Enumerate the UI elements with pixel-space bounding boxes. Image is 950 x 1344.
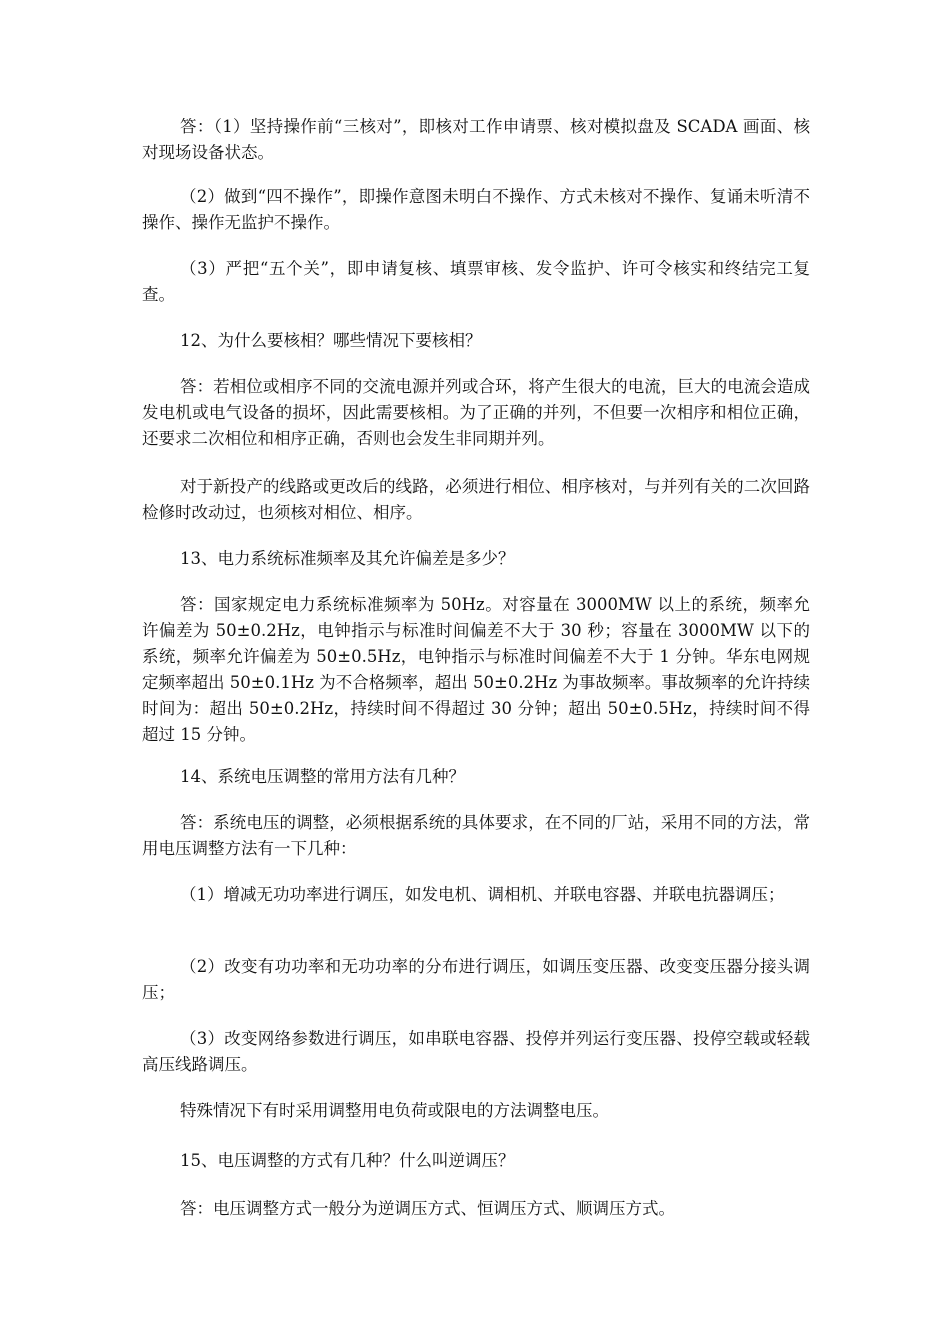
list-item: （3）改变网络参数进行调压，如串联电容器、投停并列运行变压器、投停空载或轻载高压线路调压。 [142,1029,810,1074]
answer-paragraph: 答：（1）坚持操作前“三核对”，即核对工作申请票、核对模拟盘及 SCADA 画面、核对现场设备状态。 [142,117,810,162]
answer-paragraph: 答：国家规定电力系统标准频率为 50Hz。对容量在 3000MW 以上的系统，频率允许偏差为 50±0.2Hz，电钟指示与标准时间偏差不大于 30 秒；容量在 3000MW 以下的系统，频率允许偏差为 50±0.5Hz，电钟指示与标准时间偏差不大于 1 分钟。华东电网规定频率超出 50±0.1Hz 为不合格频率，超出 50±0.2Hz 为事故频率。事故频率的允许持续时间为：超出 50±0.2Hz，持续时间不得超过 30 分钟；超出 50±0.5Hz，持续时间不得超过 15 分钟。 [142,595,810,744]
answer-paragraph: （2）做到“四不操作”，即操作意图未明白不操作、方式未核对不操作、复诵未听清不操作、操作无监护不操作。 [142,187,810,232]
list-item: （2）改变有功功率和无功功率的分布进行调压，如调压变压器、改变变压器分接头调压； [142,957,810,1002]
answer-paragraph: （3）严把“五个关”，即申请复核、填票审核、发令监护、许可令核实和终结完工复查。 [142,259,810,304]
question-heading: 15、电压调整的方式有几种？什么叫逆调压？ [180,1151,515,1170]
answer-paragraph: 答：电压调整方式一般分为逆调压方式、恒调压方式、顺调压方式。 [180,1199,675,1218]
answer-paragraph: 答：若相位或相序不同的交流电源并列或合环，将产生很大的电流，巨大的电流会造成发电机或电气设备的损坏，因此需要核相。为了正确的并列，不但要一次相序和相位正确，还要求二次相位和相序正确，否则也会发生非同期并列。 [142,377,810,448]
question-heading: 14、系统电压调整的常用方法有几种？ [180,767,465,786]
answer-paragraph: 答：系统电压的调整，必须根据系统的具体要求，在不同的厂站，采用不同的方法，常用电压调整方法有一下几种： [142,813,810,858]
question-heading: 12、为什么要核相？哪些情况下要核相？ [180,331,482,350]
answer-paragraph: 特殊情况下有时采用调整用电负荷或限电的方法调整电压。 [180,1101,609,1120]
question-heading: 13、电力系统标准频率及其允许偏差是多少？ [180,549,515,568]
list-item: （1）增减无功功率进行调压，如发电机、调相机、并联电容器、并联电抗器调压； [180,885,785,904]
answer-paragraph: 对于新投产的线路或更改后的线路，必须进行相位、相序核对，与并列有关的二次回路检修时改动过，也须核对相位、相序。 [142,477,810,522]
